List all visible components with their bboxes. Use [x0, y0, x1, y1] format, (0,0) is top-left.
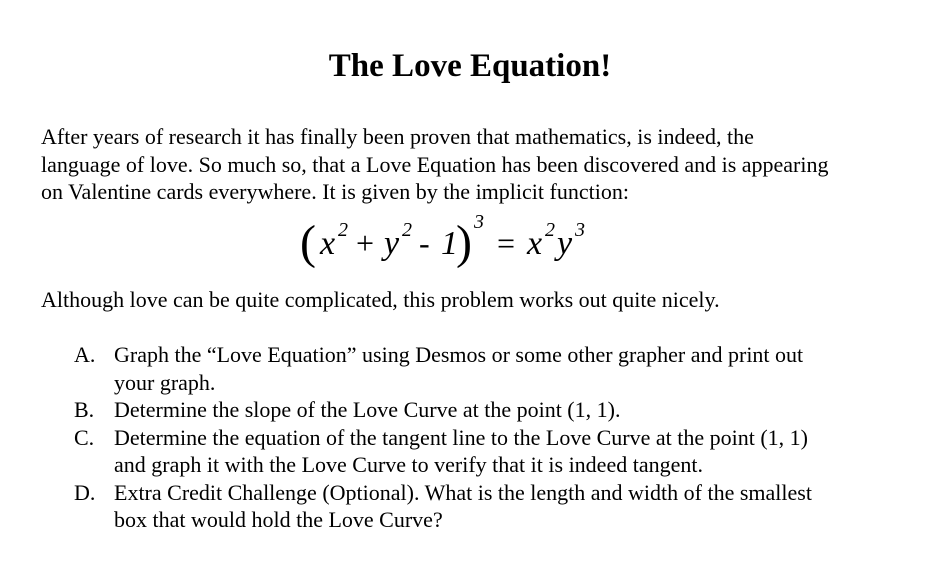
equation-exp: 3	[575, 219, 585, 241]
equation-exp: 2	[545, 219, 555, 241]
equation-exp: 2	[402, 219, 412, 241]
equation-plus: +	[356, 225, 375, 261]
equation-open-paren: (	[300, 216, 316, 269]
love-equation	[0, 210, 940, 272]
equation-x: x	[527, 225, 543, 262]
task-letter: D.	[74, 479, 96, 505]
intro-line: on Valentine cards everywhere. It is given by the implicit function:	[41, 179, 629, 204]
task-item	[74, 479, 904, 534]
task-line: box that would hold the Love Curve?	[114, 507, 443, 532]
task-text	[114, 396, 904, 424]
task-text	[114, 341, 904, 396]
task-item	[74, 396, 904, 424]
intro-line: language of love. So much so, that a Love Equation has been discovered and is appearing	[41, 151, 829, 177]
task-item	[74, 424, 904, 479]
task-letter: A.	[74, 342, 96, 367]
equation-y: y	[557, 225, 573, 262]
equation-one: 1	[441, 225, 458, 262]
equation-minus: -	[419, 225, 430, 261]
intro-paragraph	[41, 123, 911, 206]
task-line: Graph the “Love Equation” using Desmos or some other grapher and print out	[114, 342, 804, 367]
equation-close-paren: )	[456, 216, 472, 269]
page-title: The Love Equation!	[328, 48, 612, 84]
task-text	[114, 424, 904, 479]
equation-y: y	[384, 225, 400, 262]
task-line: Determine the equation of the tangent line to the Love Curve at the point (1, 1)	[114, 424, 809, 450]
intro-line: After years of research it has finally been proven that mathematics, is indeed, the	[41, 124, 754, 149]
task-line: Determine the slope of the Love Curve at the point (1, 1).	[114, 397, 621, 422]
equation-exp: 2	[338, 219, 348, 241]
task-letter: B.	[74, 397, 95, 422]
equation-equals: =	[497, 225, 516, 261]
task-text	[114, 479, 904, 534]
task-list	[74, 341, 904, 534]
equation-exp: 3	[474, 211, 484, 233]
task-item	[74, 341, 904, 396]
task-line: your graph.	[114, 369, 216, 395]
closing-sentence: Although love can be quite complicated, this problem works out quite nicely.	[41, 287, 720, 312]
task-line: and graph it with the Love Curve to verify that it is indeed tangent.	[114, 452, 703, 477]
task-letter: C.	[74, 424, 95, 450]
task-line: Extra Credit Challenge (Optional). What is the length and width of the smallest	[114, 479, 812, 505]
equation-x: x	[320, 225, 336, 262]
